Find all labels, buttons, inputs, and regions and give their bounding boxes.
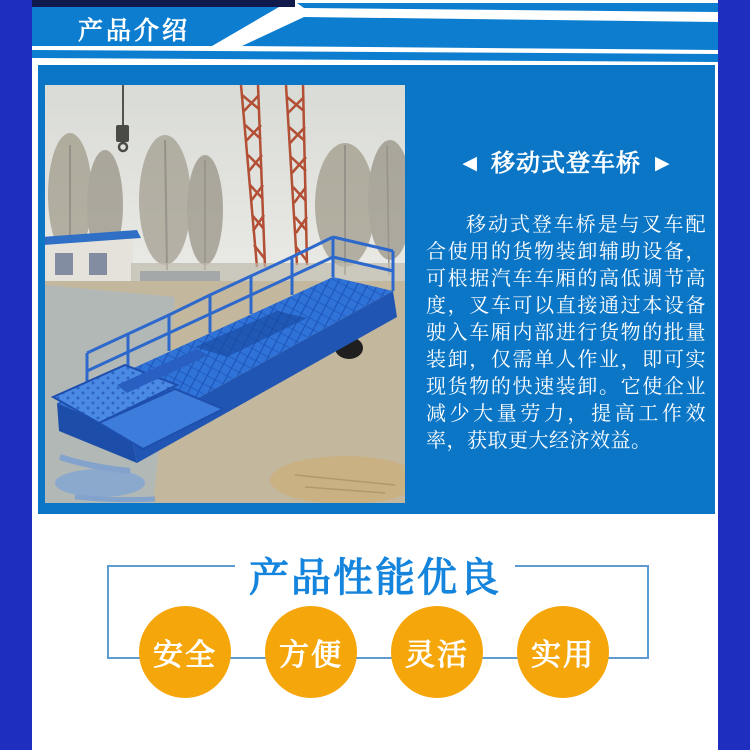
feature-badge-safe: 安全	[139, 606, 231, 698]
product-text-column	[426, 65, 706, 514]
left-triangle-icon: ◀	[462, 153, 477, 174]
product-heading	[426, 143, 706, 178]
feature-badges	[139, 606, 609, 698]
product-panel	[38, 65, 715, 514]
feature-badge-practical: 实用	[517, 606, 609, 698]
header-banner	[32, 0, 718, 65]
product-photo	[45, 85, 405, 503]
product-description: 移动式登车桥是与叉车配合使用的货物装卸辅助设备，可根据汽车车厢的高低调节高度，叉车可以直接通过本设备驶入车厢内部进行货物的批量装卸，仅需单人作业，即可实现货物的快速装卸。它使企业减少大量劳力，提高工作效率，获取更大经济效益。	[426, 214, 706, 452]
content-column	[32, 0, 718, 750]
feature-badge-flexible: 灵活	[391, 606, 483, 698]
feature-badge-convenient: 方便	[265, 606, 357, 698]
section-title-product-intro: 产品介绍	[78, 17, 191, 45]
feature-section-title: 产品性能优良	[235, 546, 515, 603]
product-name: 移动式登车桥	[491, 150, 641, 177]
right-triangle-icon: ▶	[655, 153, 670, 174]
